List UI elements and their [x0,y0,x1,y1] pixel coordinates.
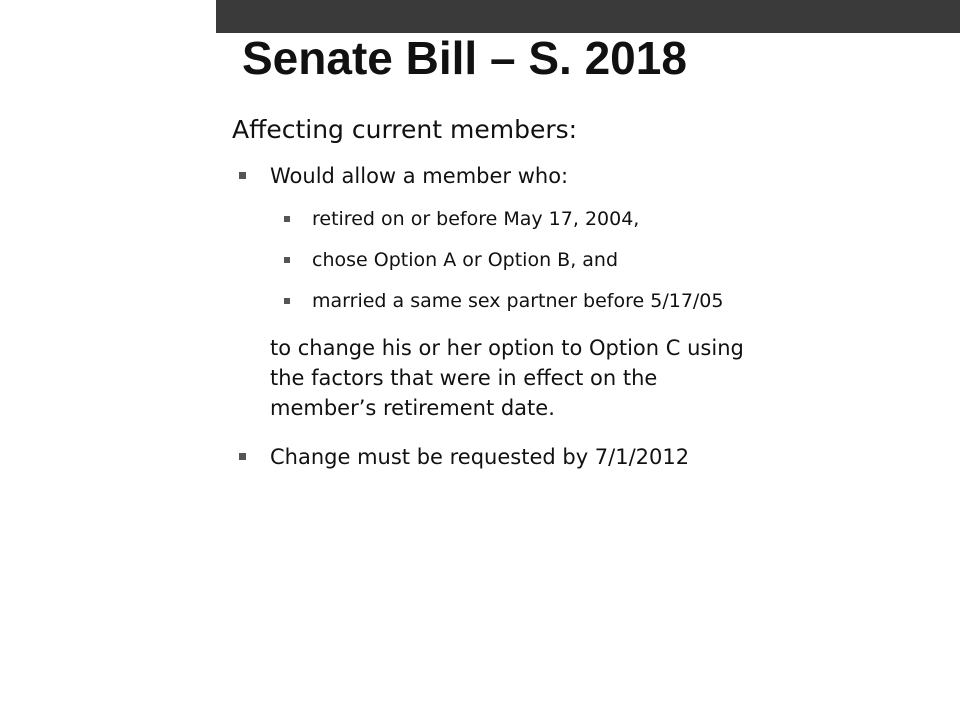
bullet-list [232,444,947,470]
paragraph-line: member’s retirement date. [270,396,555,420]
sub-bullet-item [232,290,947,312]
bullet-text: Change must be requested by 7/1/2012 [270,445,690,469]
top-bar [216,0,960,33]
sub-bullet-text: chose Option A or Option B, and [312,249,619,271]
square-bullet-icon [284,257,290,263]
sub-bullet-item [232,249,947,271]
square-bullet-icon [284,216,290,222]
paragraph-line: to change his or her option to Option C using [270,336,744,360]
paragraph-line: the factors that were in effect on the [270,366,658,390]
bullet-item [232,444,947,470]
sub-bullet-text: retired on or before May 17, 2004, [312,208,640,230]
square-bullet-icon [284,298,290,304]
bullet-item [232,163,947,189]
sub-bullet-text: married a same sex partner before 5/17/05 [312,290,724,312]
slide-title: Senate Bill – S. 2018 [242,32,687,84]
sub-bullet-item [232,208,947,230]
square-bullet-icon [239,453,246,460]
square-bullet-icon [239,172,246,179]
continuation-paragraph [232,333,947,423]
bullet-list [232,163,947,189]
slide-content [232,108,947,470]
sub-bullet-list [232,208,947,312]
section-heading: Affecting current members: [232,115,578,144]
bullet-text: Would allow a member who: [270,164,569,188]
